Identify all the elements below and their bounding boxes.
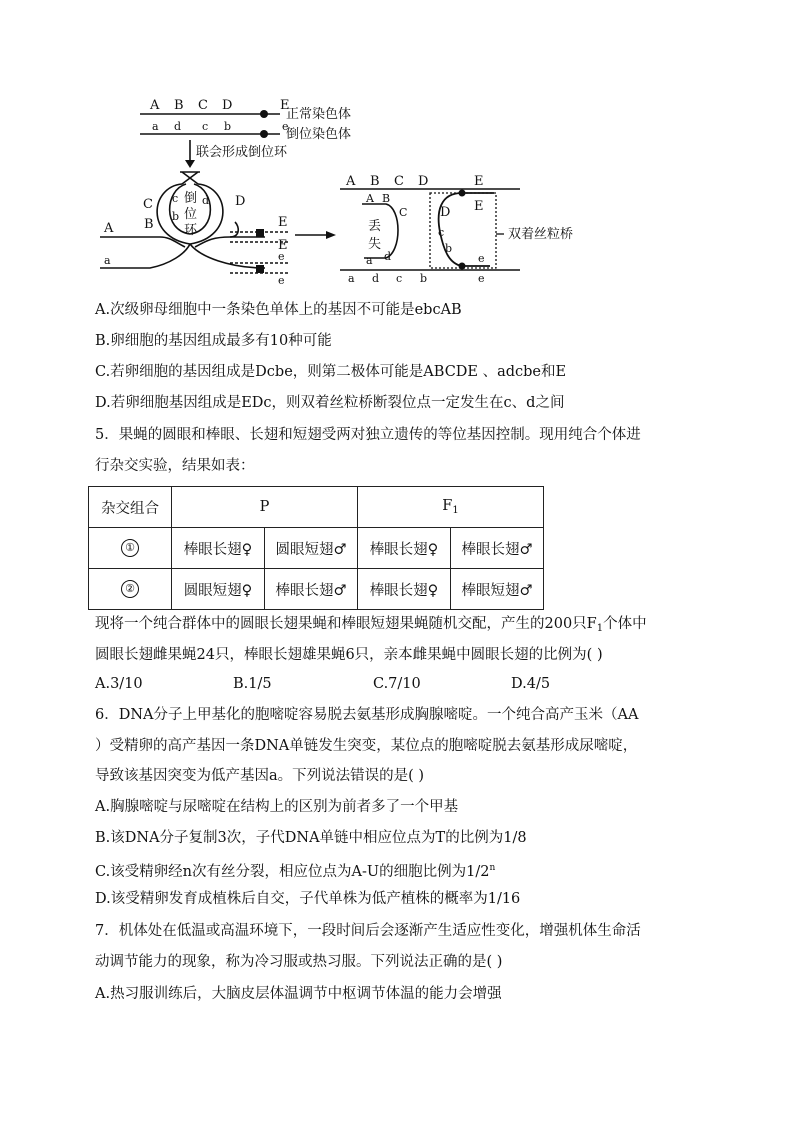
header-cross-group: 杂交组合 xyxy=(89,487,172,528)
gene-label: e xyxy=(478,272,485,285)
bridge-label: 双着丝粒桥 xyxy=(508,227,574,242)
normal-chromosome xyxy=(140,98,351,122)
gene-label: B xyxy=(382,192,391,205)
gene-label: c xyxy=(438,226,445,239)
row-id: ① xyxy=(89,528,172,569)
gene-label: E xyxy=(278,215,288,230)
cell-f1-female: 棒眼长翅♀ xyxy=(358,528,451,569)
cell-p-female: 棒眼长翅♀ xyxy=(172,528,265,569)
q5-stem-line-2: 行杂交实验，结果如表： xyxy=(95,458,255,474)
gene-label: E xyxy=(474,174,484,189)
gene-label: E xyxy=(474,199,484,214)
loop-text: 环 xyxy=(184,223,198,238)
gene-label: B xyxy=(370,174,380,189)
q6-option-c: C.该受精卵经n次有丝分裂，相应位点为A-U的细胞比例为1/2$^n$ xyxy=(95,863,496,880)
gene-label: D xyxy=(440,205,451,220)
q5-option-d: D.4/5 xyxy=(511,676,551,692)
gene-label: C xyxy=(394,174,404,189)
loop-text: 倒 xyxy=(184,191,198,206)
gene-label: e xyxy=(278,250,285,263)
gene-label: c xyxy=(202,120,209,133)
q5-option-a: A.3/10 xyxy=(95,676,143,692)
q5-stem-line-1: 5．果蝇的圆眼和棒眼、长翅和短翅受两对独立遗传的等位基因控制。现用纯合个体进 xyxy=(95,427,641,443)
gene-label: d xyxy=(372,272,380,285)
q5-options xyxy=(95,676,695,698)
q6-stem-line-3: 导致该基因突变为低产基因a。下列说法错误的是( ) xyxy=(95,768,425,784)
lost-text: 失 xyxy=(368,237,382,252)
inverted-chromosome-label: 倒位染色体 xyxy=(286,127,352,142)
gene-label: c xyxy=(396,272,403,285)
left-gene-a: a xyxy=(104,254,111,267)
q4-option-c: C.若卵细胞的基因组成是Dcbe，则第二极体可能是ABCDE 、adcbe和E xyxy=(95,364,567,380)
gene-label: A xyxy=(150,98,160,113)
gene-label: b xyxy=(224,120,232,133)
cell-f1-male: 棒眼长翅♂ xyxy=(451,528,544,569)
loop-gene: b xyxy=(172,210,180,223)
inverted-chromosome xyxy=(140,120,351,142)
row-id: ② xyxy=(89,569,172,610)
gene-label: b xyxy=(445,242,453,255)
q5-option-c: C.7/10 xyxy=(373,676,421,692)
cell-f1-male: 棒眼短翅♂ xyxy=(451,569,544,610)
table-header-row xyxy=(89,487,544,528)
gene-label: B xyxy=(174,98,184,113)
gene-label: a xyxy=(366,254,373,267)
loop-gene: c xyxy=(172,192,179,205)
dicentric-bridge-panel xyxy=(340,174,573,285)
gene-label: C xyxy=(198,98,208,113)
loop-right-ends xyxy=(230,215,290,287)
gene-label: a xyxy=(152,120,159,133)
q5-after-line-1: 现将一个纯合群体中的圆眼长翅果蝇和棒眼短翅果蝇随机交配，产生的200只$F_1$个体中 xyxy=(95,616,647,634)
q5-option-b: B.1/5 xyxy=(233,676,272,692)
q5-after-line-2: 圆眼长翅雌果蝇24只，棒眼长翅雄果蝇6只，亲本雌果蝇中圆眼长翅的比例为( ) xyxy=(95,647,603,663)
cell-p-male: 棒眼长翅♂ xyxy=(265,569,358,610)
gene-label: d xyxy=(174,120,182,133)
loop-gene: d xyxy=(202,194,210,207)
table-row xyxy=(89,569,544,610)
synapsis-label: 联会形成倒位环 xyxy=(196,145,288,160)
inversion-loop-figure xyxy=(90,92,610,287)
cell-p-male: 圆眼短翅♂ xyxy=(265,528,358,569)
synapsis-arrow xyxy=(185,140,288,168)
loop-gene: D xyxy=(235,194,246,209)
loop-text: 位 xyxy=(184,207,198,222)
gene-label: E xyxy=(280,98,290,113)
cell-f1-female: 棒眼长翅♀ xyxy=(358,569,451,610)
q6-option-d: D.该受精卵发育成植株后自交，子代单株为低产植株的概率为1/16 xyxy=(95,891,521,907)
header-p: P xyxy=(172,487,358,528)
q6-option-a: A.胸腺嘧啶与尿嘧啶在结构上的区别为前者多了一个甲基 xyxy=(95,799,459,815)
table-row xyxy=(89,528,544,569)
gene-label: d xyxy=(384,250,392,263)
inversion-diagram-svg xyxy=(90,92,610,287)
normal-chromosome-label: 正常染色体 xyxy=(286,107,352,122)
loop-gene: B xyxy=(144,217,154,232)
gene-label: D xyxy=(418,174,429,189)
gene-label: e xyxy=(278,274,285,287)
gene-label: A xyxy=(346,174,356,189)
gene-label: A xyxy=(366,192,374,205)
left-gene-A: A xyxy=(104,221,114,236)
cell-p-female: 圆眼短翅♀ xyxy=(172,569,265,610)
gene-label: b xyxy=(420,272,428,285)
gene-label: C xyxy=(399,206,408,219)
header-f1: $F_1$ xyxy=(358,487,544,528)
q7-stem-line-2: 动调节能力的现象，称为冷习服或热习服。下列说法正确的是( ) xyxy=(95,954,503,970)
q4-option-d: D.若卵细胞基因组成是EDc，则双着丝粒桥断裂位点一定发生在c、d之间 xyxy=(95,395,565,411)
inversion-loop xyxy=(100,172,265,268)
q6-stem-line-1: 6．DNA分子上甲基化的胞嘧啶容易脱去氨基形成胸腺嘧啶。一个纯合高产玉米（AA xyxy=(95,707,639,723)
gene-label: a xyxy=(348,272,355,285)
gene-label: e xyxy=(478,252,485,265)
lost-text: 丢 xyxy=(368,219,382,234)
process-arrow xyxy=(295,231,336,239)
gene-label: E xyxy=(278,238,288,253)
cross-results-table xyxy=(88,486,544,610)
q6-stem-line-2: ）受精卵的高产基因一条DNA单链发生突变，某位点的胞嘧啶脱去氨基形成尿嘧啶， xyxy=(95,738,638,754)
loop-gene: C xyxy=(143,197,153,212)
q7-option-a: A.热习服训练后，大脑皮层体温调节中枢调节体温的能力会增强 xyxy=(95,986,502,1002)
q4-option-b: B.卵细胞的基因组成最多有10种可能 xyxy=(95,333,332,349)
gene-label: D xyxy=(222,98,233,113)
q4-option-a: A.次级卵母细胞中一条染色单体上的基因不可能是ebcAB xyxy=(95,302,462,318)
gene-label: e xyxy=(282,120,289,133)
q6-option-b: B.该DNA分子复制3次，子代DNA单链中相应位点为T的比例为1/8 xyxy=(95,830,527,846)
q7-stem-line-1: 7．机体处在低温或高温环境下，一段时间后会逐渐产生适应性变化，增强机体生命活 xyxy=(95,923,641,939)
